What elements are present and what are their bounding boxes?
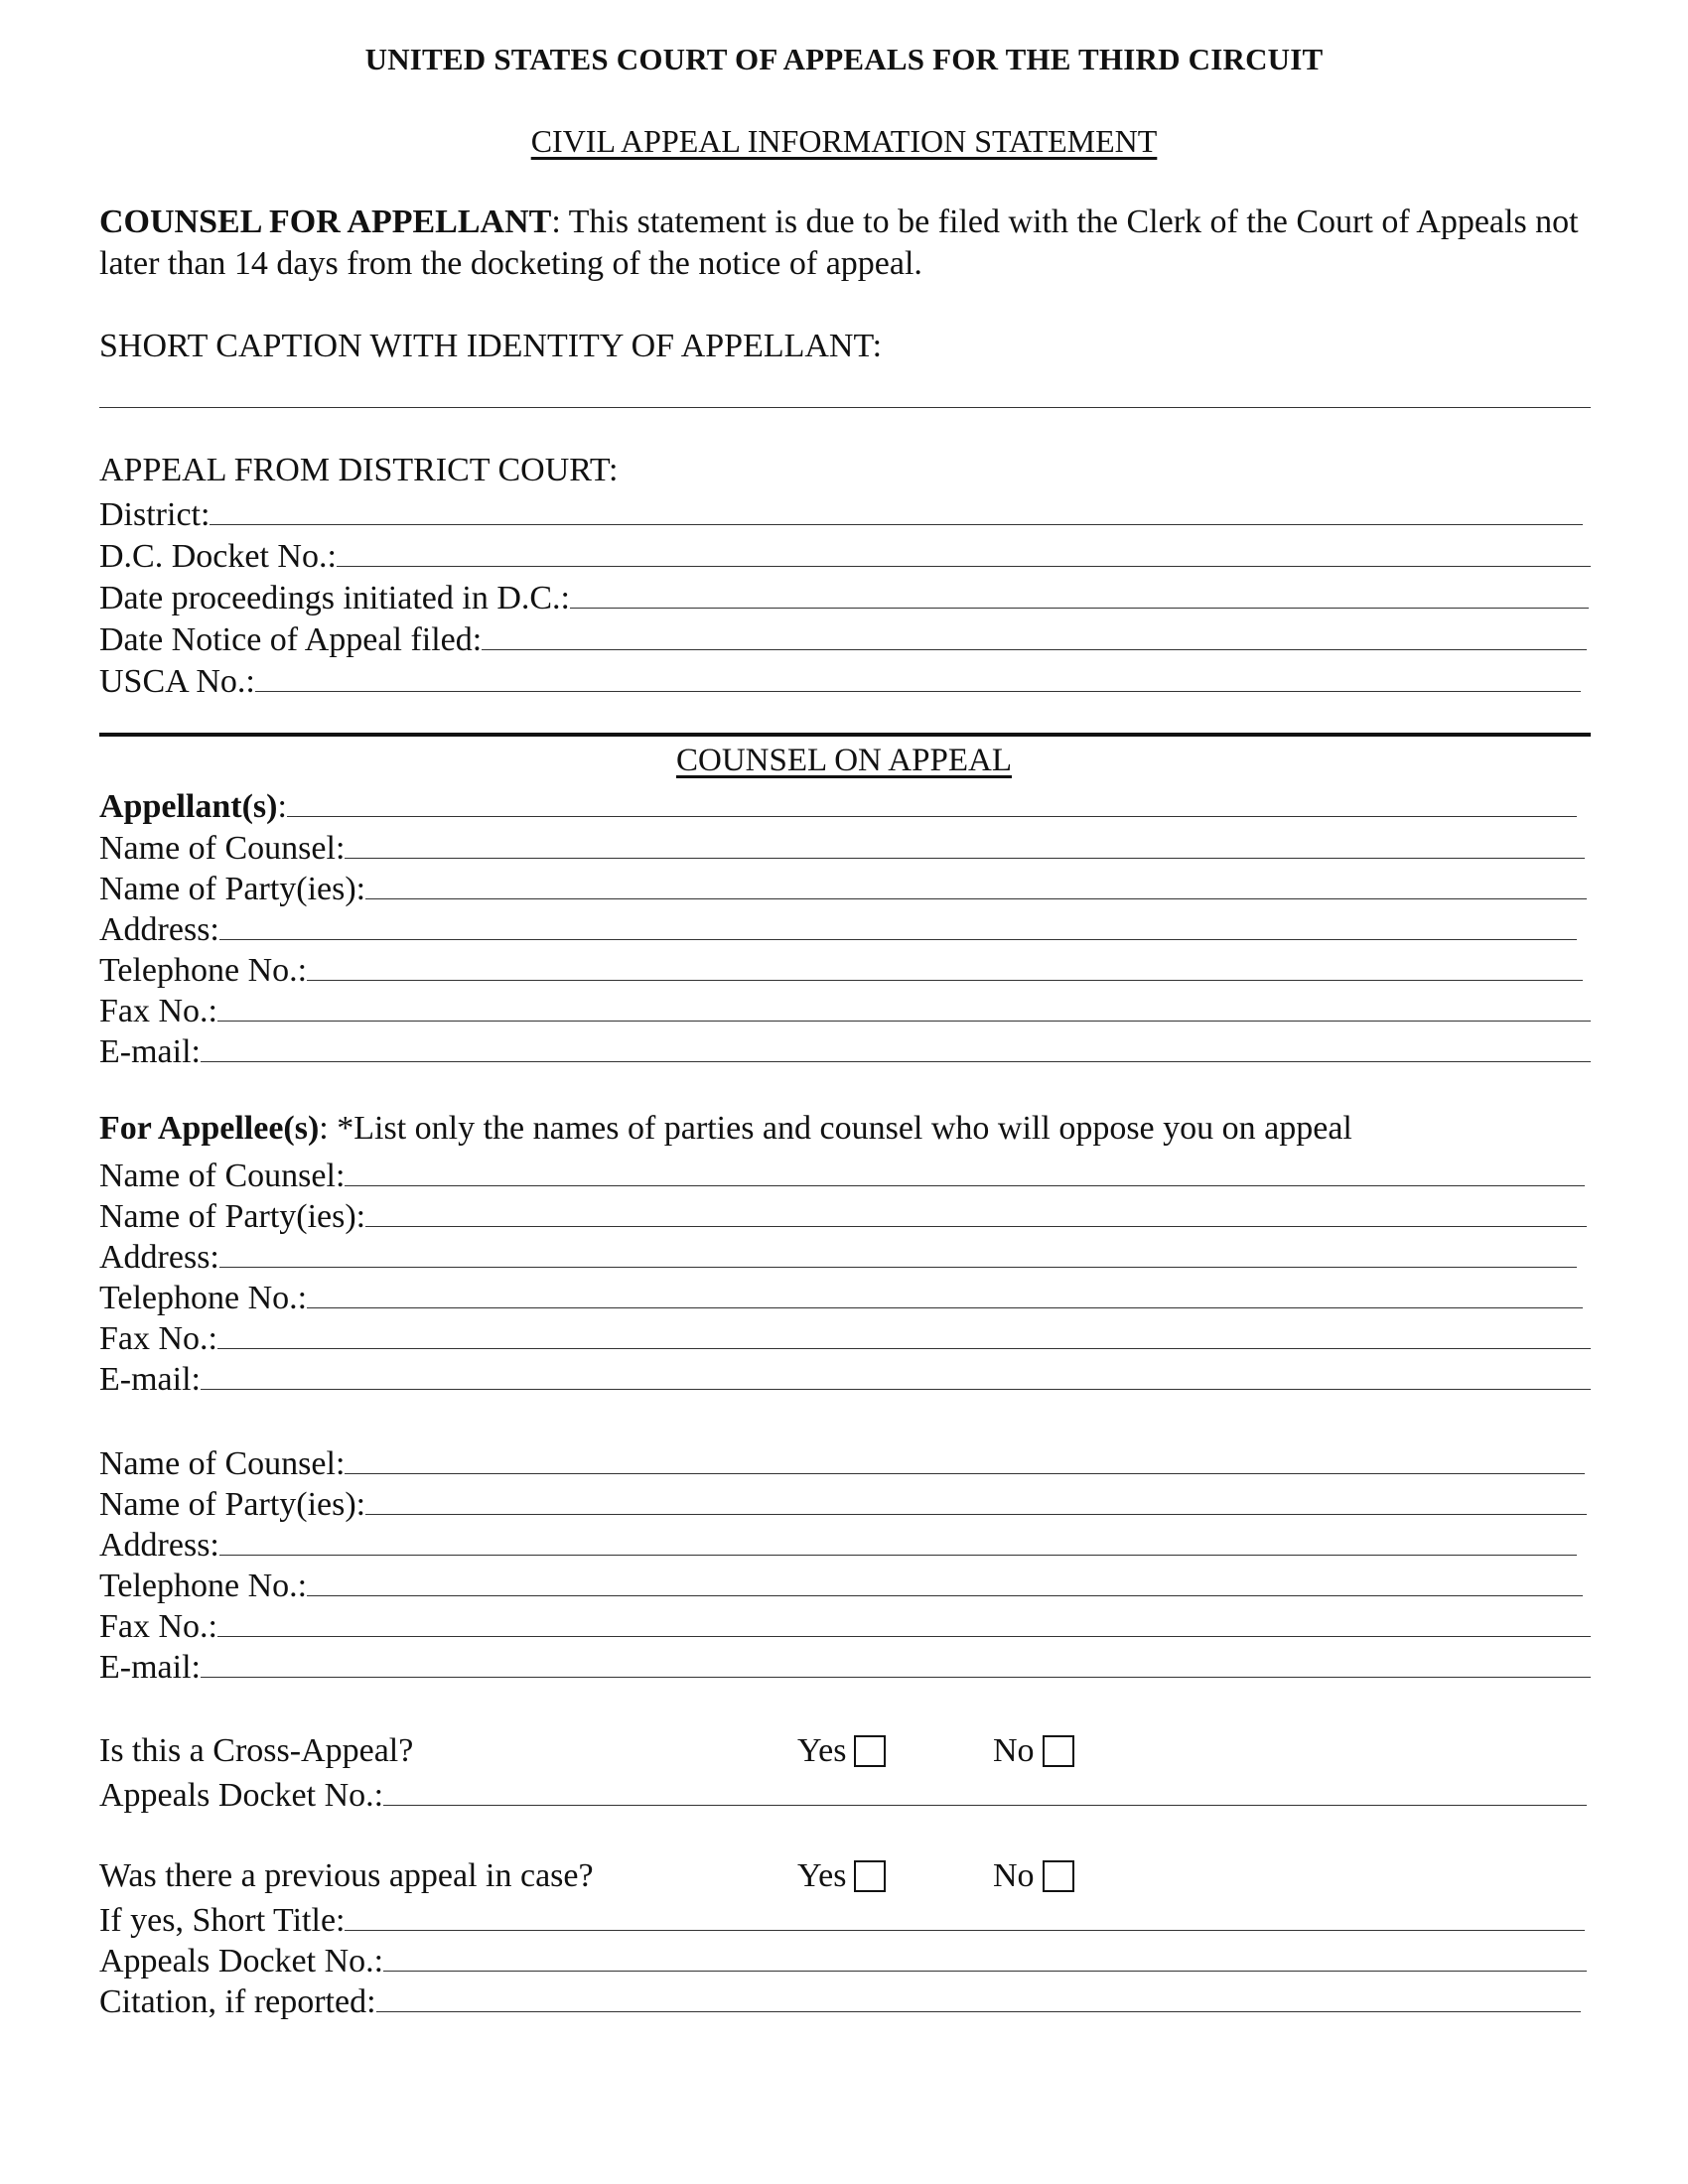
appellant-address-input-line[interactable] [219,939,1577,940]
appellant-input-line[interactable] [287,816,1577,817]
appellee-heading-bold: For Appellee(s) [99,1110,320,1147]
appellant-field[interactable] [99,784,1577,826]
cross-appeal-docket-input-line[interactable] [383,1805,1587,1806]
appellee2-parties-label: Name of Party(ies): [99,1486,366,1523]
appellant-telephone-field[interactable] [99,948,1583,990]
date-notice-input-line[interactable] [482,649,1587,650]
appellee2-email-label: E-mail: [99,1649,201,1686]
district-input-line[interactable] [210,524,1583,525]
cross-appeal-docket-label: Appeals Docket No.: [99,1777,384,1814]
previous-appeal-yes-checkbox[interactable] [854,1860,886,1892]
date-initiated-field[interactable] [99,576,1589,617]
date-notice-field[interactable] [99,617,1587,659]
appellee2-address-label: Address: [99,1527,219,1564]
appellant-counsel-label: Name of Counsel: [99,830,346,867]
citation-label: Citation, if reported: [99,1983,376,2020]
appellant-telephone-label: Telephone No.: [99,952,308,989]
appellant-counsel-field[interactable] [99,826,1585,868]
appellant-fax-field[interactable] [99,989,1591,1030]
appellee2-telephone-input-line[interactable] [307,1595,1583,1596]
appellant-parties-label: Name of Party(ies): [99,871,366,907]
appellant-parties-input-line[interactable] [365,898,1587,899]
short-title-field[interactable] [99,1898,1585,1940]
appellee2-parties-input-line[interactable] [365,1514,1587,1515]
appellant-email-label: E-mail: [99,1033,201,1070]
usca-label: USCA No.: [99,663,255,700]
appellant-address-field[interactable] [99,907,1577,949]
appellee1-address-label: Address: [99,1239,219,1276]
appellee1-telephone-field[interactable] [99,1276,1583,1317]
date-initiated-input-line[interactable] [570,608,1589,609]
appellee2-counsel-field[interactable] [99,1441,1585,1483]
appellee-note: : *List only the names of parties and counsel who will oppose you on appeal [319,1110,1352,1147]
appellee2-counsel-label: Name of Counsel: [99,1445,346,1482]
appellee1-fax-label: Fax No.: [99,1320,217,1357]
appellee2-fax-label: Fax No.: [99,1608,217,1645]
appellee1-parties-label: Name of Party(ies): [99,1198,366,1235]
appellant-email-input-line[interactable] [201,1061,1591,1062]
court-title: UNITED STATES COURT OF APPEALS FOR THE THIRD CIRCUIT [364,42,1324,76]
cross-appeal-no-label: No [993,1732,1035,1769]
short-caption-label: SHORT CAPTION WITH IDENTITY OF APPELLANT: [99,328,883,364]
district-court-heading: APPEAL FROM DISTRICT COURT: [99,452,619,488]
appellee2-email-field[interactable] [99,1645,1591,1687]
previous-appeal-no-checkbox[interactable] [1043,1860,1074,1892]
appellee1-counsel-label: Name of Counsel: [99,1158,346,1194]
previous-appeal-no-label: No [993,1857,1035,1894]
date-initiated-label: Date proceedings initiated in D.C.: [99,580,570,616]
appellee1-counsel-field[interactable] [99,1154,1585,1195]
district-label: District: [99,496,211,533]
appellant-label: Appellant(s) [99,788,278,825]
district-field[interactable] [99,492,1583,534]
intro-paragraph [99,202,1589,285]
appellant-telephone-input-line[interactable] [307,980,1583,981]
dc-docket-field[interactable] [99,534,1591,576]
appellee2-telephone-label: Telephone No.: [99,1568,308,1604]
appellee2-fax-input-line[interactable] [217,1636,1591,1637]
previous-appeal-docket-label: Appeals Docket No.: [99,1943,384,1979]
cross-appeal-no-option[interactable] [993,1732,1074,1770]
previous-appeal-no-option[interactable] [993,1857,1074,1895]
dc-docket-input-line[interactable] [337,566,1591,567]
form-title: CIVIL APPEAL INFORMATION STATEMENT [530,123,1158,159]
appellant-fax-label: Fax No.: [99,993,217,1029]
short-caption-input[interactable] [99,407,1591,408]
appellee1-parties-input-line[interactable] [365,1226,1587,1227]
appellant-parties-field[interactable] [99,867,1587,908]
appellee2-fax-field[interactable] [99,1604,1591,1646]
appellee2-address-input-line[interactable] [219,1555,1577,1556]
previous-appeal-yes-label: Yes [797,1857,847,1894]
appellee1-email-field[interactable] [99,1357,1591,1399]
appellee2-telephone-field[interactable] [99,1564,1583,1605]
appellee1-counsel-input-line[interactable] [345,1185,1585,1186]
appellee1-telephone-input-line[interactable] [307,1307,1583,1308]
previous-appeal-question: Was there a previous appeal in case? [99,1857,594,1894]
previous-appeal-docket-input-line[interactable] [383,1971,1587,1972]
cross-appeal-question: Is this a Cross-Appeal? [99,1732,414,1769]
cross-appeal-yes-option[interactable] [797,1732,886,1770]
dc-docket-label: D.C. Docket No.: [99,538,337,575]
counsel-on-appeal-title: COUNSEL ON APPEAL [676,743,1012,778]
appellee1-email-input-line[interactable] [201,1389,1591,1390]
appellee2-address-field[interactable] [99,1523,1577,1565]
section-divider [99,733,1591,737]
previous-appeal-docket-field[interactable] [99,1939,1587,1980]
citation-input-line[interactable] [376,2011,1581,2012]
appellee1-fax-field[interactable] [99,1316,1591,1358]
appellee2-email-input-line[interactable] [201,1677,1591,1678]
appellant-email-field[interactable] [99,1029,1591,1071]
appellee1-parties-field[interactable] [99,1194,1587,1236]
appellee1-fax-input-line[interactable] [217,1348,1591,1349]
appellee1-email-label: E-mail: [99,1361,201,1398]
cross-appeal-docket-field[interactable] [99,1773,1587,1815]
appellee2-parties-field[interactable] [99,1482,1587,1524]
intro-text: : This statement is due to be filed with the Clerk of the Court of Appeals not later than 14 days from the docketing of the notice of appeal. [99,204,1579,282]
appellant-address-label: Address: [99,911,219,948]
appellee-heading [99,1110,1352,1148]
citation-field[interactable] [99,1979,1581,2021]
appellee1-address-field[interactable] [99,1235,1577,1277]
previous-appeal-yes-option[interactable] [797,1857,886,1895]
appellee1-telephone-label: Telephone No.: [99,1280,308,1316]
usca-input-line[interactable] [255,691,1581,692]
cross-appeal-yes-checkbox[interactable] [854,1735,886,1767]
appellant-counsel-input-line[interactable] [345,858,1585,859]
appellant-fax-input-line[interactable] [217,1021,1591,1022]
intro-bold: COUNSEL FOR APPELLANT [99,204,552,240]
appellee1-address-input-line[interactable] [219,1267,1577,1268]
appellant-colon: : [277,788,287,825]
usca-field[interactable] [99,659,1581,701]
cross-appeal-no-checkbox[interactable] [1043,1735,1074,1767]
short-title-label: If yes, Short Title: [99,1902,346,1939]
appellee2-counsel-input-line[interactable] [345,1473,1585,1474]
cross-appeal-yes-label: Yes [797,1732,847,1769]
short-title-input-line[interactable] [345,1930,1585,1931]
date-notice-label: Date Notice of Appeal filed: [99,621,483,658]
